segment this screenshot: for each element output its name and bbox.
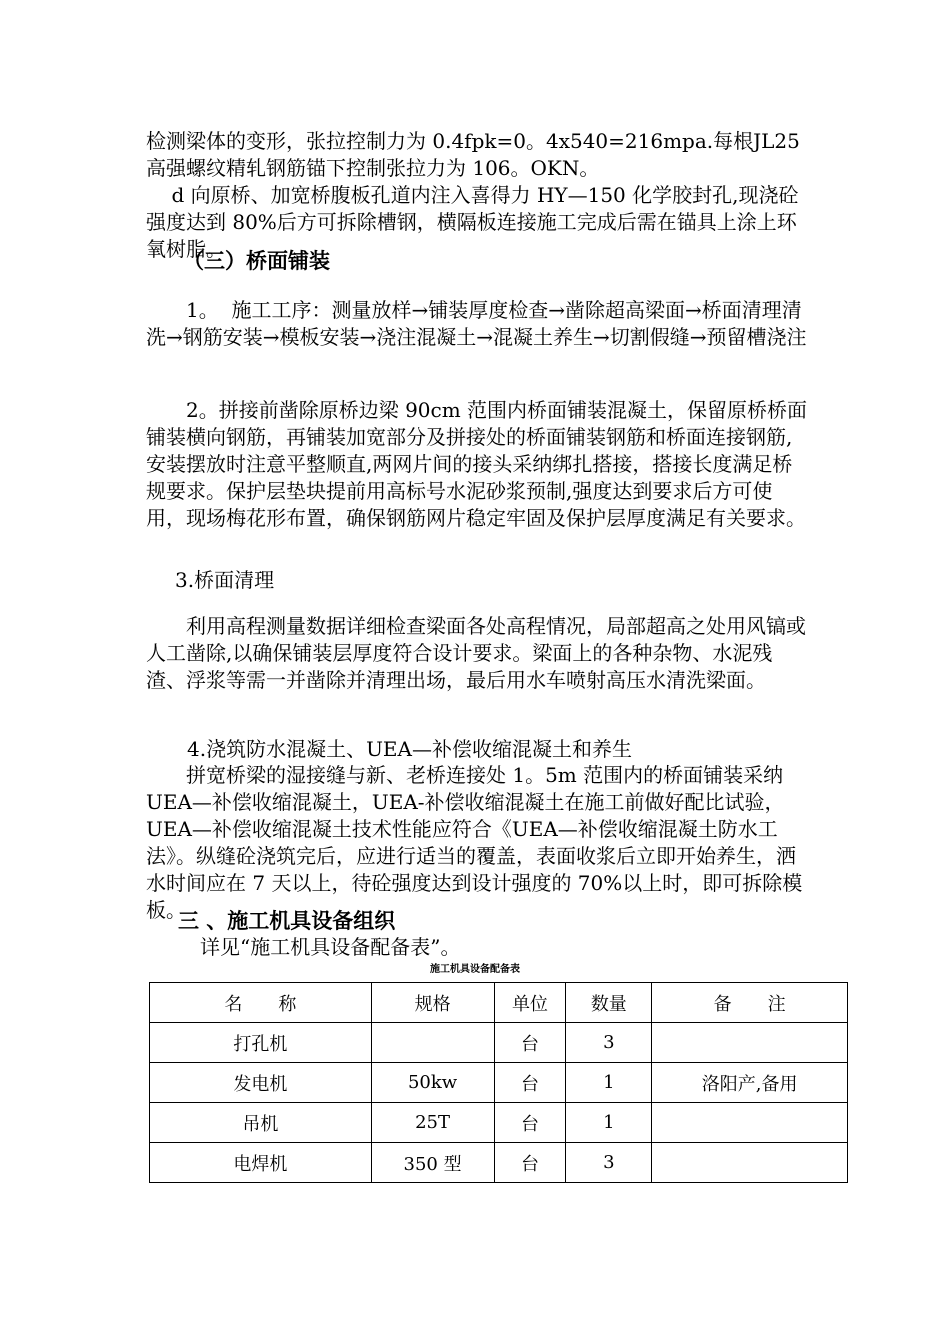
table-row — [150, 1143, 848, 1183]
cell-remarks: 洛阳产,备用 — [652, 1063, 848, 1103]
paragraph-tension-control: 检测梁体的变形，张拉控制力为 0.4fpk=0。4x540=216mpa.每根JL25 高强螺纹精轧钢筋锚下控制张拉力为 106。OKN。 — [146, 129, 807, 180]
cell-quantity: 1 — [566, 1063, 652, 1103]
paragraph-item3-title: 3.桥面清理 — [175, 568, 275, 592]
cell-unit: 台 — [494, 1023, 566, 1063]
paragraph-grouting: d 向原桥、加宽桥腹板孔道内注入喜得力 HY—150 化学胶封孔,现浇砼强度达到 80%后方可拆除槽钢，横隔板连接施工完成后需在锚具上涂上环氧树脂。 — [146, 183, 799, 261]
equipment-table — [149, 982, 848, 1183]
cell-name: 打孔机 — [150, 1023, 372, 1063]
cell-quantity: 3 — [566, 1023, 652, 1063]
cell-quantity: 3 — [566, 1143, 652, 1183]
table-header-row — [150, 983, 848, 1023]
section-heading-bridge-deck: （三）桥面铺装 — [183, 248, 330, 273]
cell-unit: 台 — [494, 1143, 566, 1183]
header-cell-unit: 单位 — [494, 983, 566, 1023]
section-heading-equipment: 三 、施工机具设备组织 — [178, 908, 396, 933]
cell-name: 发电机 — [150, 1063, 372, 1103]
cell-spec: 25T — [371, 1103, 494, 1143]
cell-remarks — [652, 1023, 848, 1063]
header-cell-spec: 规格 — [371, 983, 494, 1023]
cell-name: 吊机 — [150, 1103, 372, 1143]
header-cell-remarks: 备 注 — [652, 983, 848, 1023]
cell-spec: 350 型 — [371, 1143, 494, 1183]
paragraph-item4-title: 4.浇筑防水混凝土、UEA—补偿收缩混凝土和养生 — [187, 737, 632, 761]
table-row — [150, 1063, 848, 1103]
paragraph-equipment-intro: 详见“施工机具设备配备表”。 — [200, 935, 461, 959]
paragraph-item4-body: 拼宽桥梁的湿接缝与新、老桥连接处 1。5m 范围内的桥面铺装采纳 UEA—补偿收缩混凝土，UEA-补偿收缩混凝土在施工前做好配比试验，UEA—补偿收缩混凝土技术性能应符合《UEA—补偿收缩混凝土防水工法》。纵缝砼浇筑完后，应进行适当的覆盖，表面收浆后立即开始养生，洒水时间应在 7 天以上，待砼强度达到设计强度的 70%以上时，即可拆除模板。 — [146, 763, 803, 922]
cell-quantity: 1 — [566, 1103, 652, 1143]
paragraph-item1-procedure: 1。 施工工序：测量放样→铺装厚度检查→凿除超高梁面→桥面清理清洗→钢筋安装→模板安装→浇注混凝土→混凝土养生→切割假缝→预留槽浇注 — [146, 298, 807, 349]
paragraph-item2-splicing: 2。拼接前凿除原桥边梁 90cm 范围内桥面铺装混凝土，保留原桥桥面铺装横向钢筋，再铺装加宽部分及拼接处的桥面铺装钢筋和桥面连接钢筋,安装摆放时注意平整顺直,两网片间的接头采纳绑扎搭接，搭接长度满足桥规要求。保护层垫块提前用高标号水泥砂浆预制,强度达到要求后方可使用，现场梅花形布置，确保钢筋网片稳定牢固及保护层厚度满足有关要求。 — [146, 398, 808, 530]
cell-name: 电焊机 — [150, 1143, 372, 1183]
header-cell-name: 名 称 — [150, 983, 372, 1023]
cell-spec: 50kw — [371, 1063, 494, 1103]
table-row — [150, 1103, 848, 1143]
header-cell-quantity: 数量 — [566, 983, 652, 1023]
cell-unit: 台 — [494, 1103, 566, 1143]
cell-unit: 台 — [494, 1063, 566, 1103]
table-row — [150, 1023, 848, 1063]
cell-spec — [371, 1023, 494, 1063]
cell-remarks — [652, 1103, 848, 1143]
cell-remarks — [652, 1143, 848, 1183]
table-caption: 施工机具设备配备表 — [430, 964, 520, 975]
paragraph-item3-body: 利用高程测量数据详细检查梁面各处高程情况，局部超高之处用风镐或人工凿除,以确保铺装层厚度符合设计要求。梁面上的各种杂物、水泥残渣、浮浆等需一并凿除并清理出场，最后用水车喷射高压水清洗梁面。 — [146, 614, 806, 692]
